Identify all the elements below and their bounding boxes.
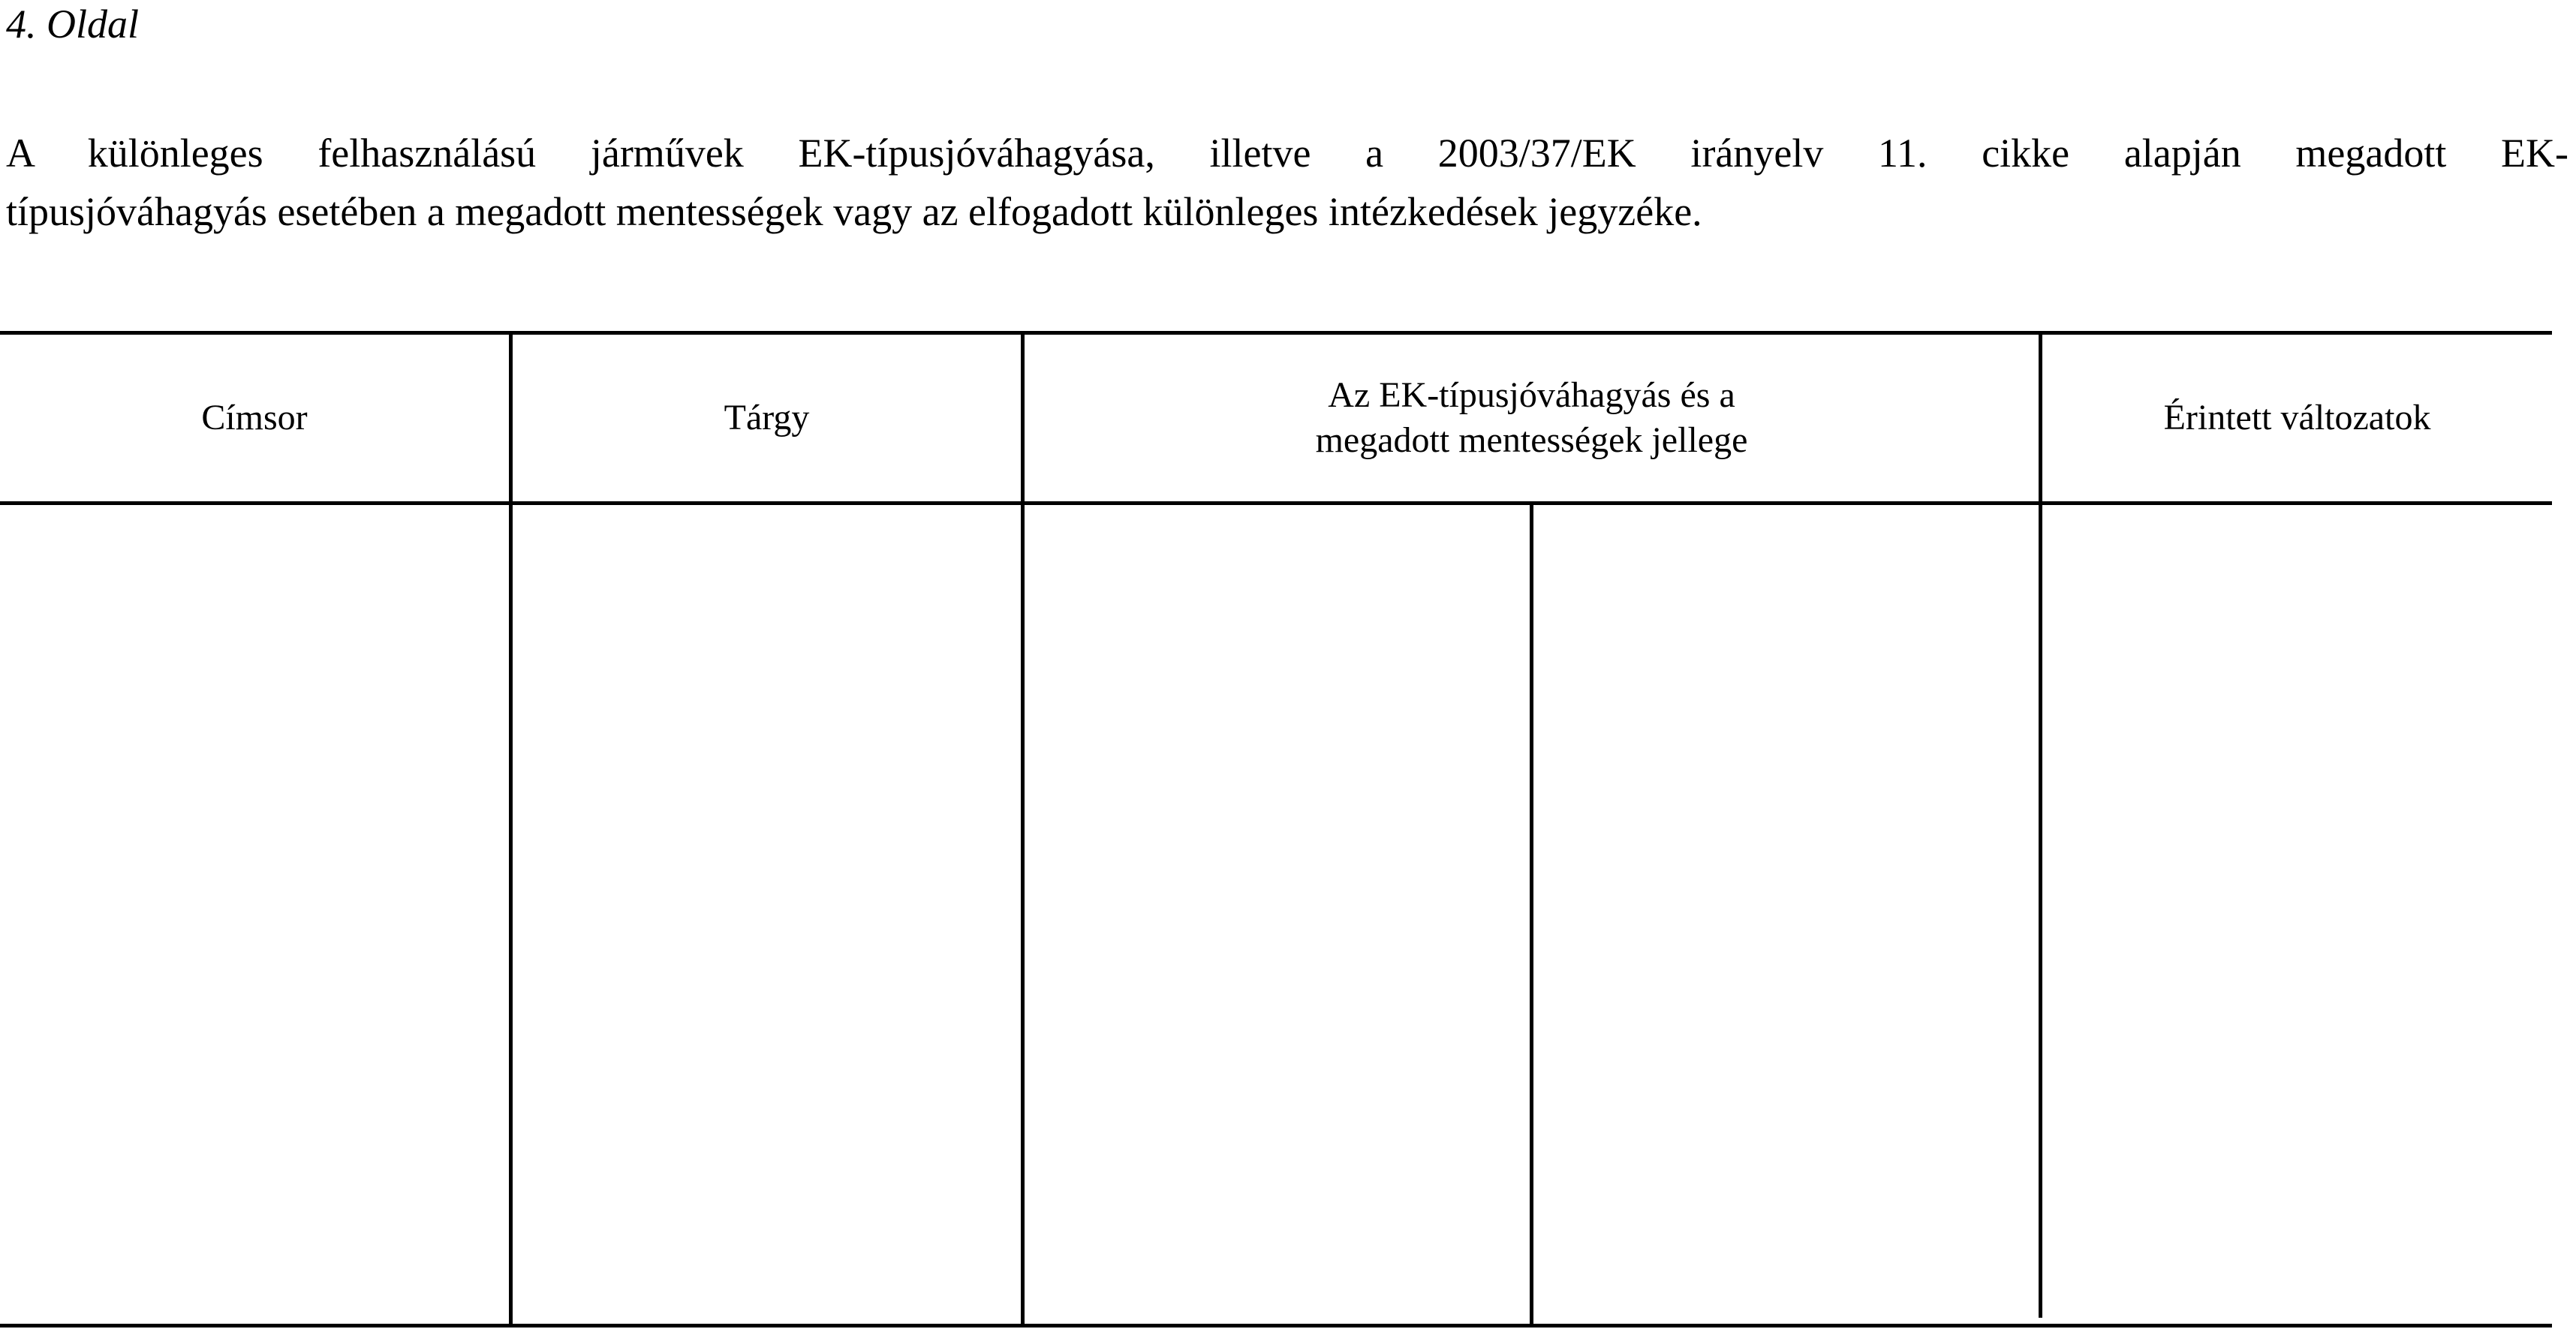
body-cell-targy [513,505,1021,1324]
page-label: 4. Oldal [6,2,140,47]
body-cell-cimsor [0,505,509,1324]
intro-text-line-2: típusjóváhagyás esetében a megadott mentességek vagy az elfogadott különleges intézkedések jegyzéke. [6,189,1702,234]
table-bottom-rule [0,1324,2552,1327]
body-cell-valtozatok [2042,505,2552,1324]
header-jelleg-line-1: Az EK-típusjóváhagyás és a [1328,375,1735,415]
header-targy-label: Tárgy [724,398,810,437]
intro-text-line-1: A különleges felhasználású járművek EK-típusjóváhagyása, illetve a 2003/37/EK irányelv 11. cikke alapján megadott EK- [6,131,2568,176]
header-cimsor-label: Címsor [201,398,308,437]
header-valtozatok [2042,335,2552,501]
body-cell-jelleg-b [1533,505,2039,1324]
header-valtozatok-label: Érintett változatok [2163,398,2431,437]
header-cimsor [0,335,509,501]
header-jelleg-line-2: megadott mentességek jellege [1315,420,1748,460]
header-targy [513,335,1021,501]
body-cell-jelleg-a [1025,505,1530,1324]
header-jelleg [1025,335,2039,501]
